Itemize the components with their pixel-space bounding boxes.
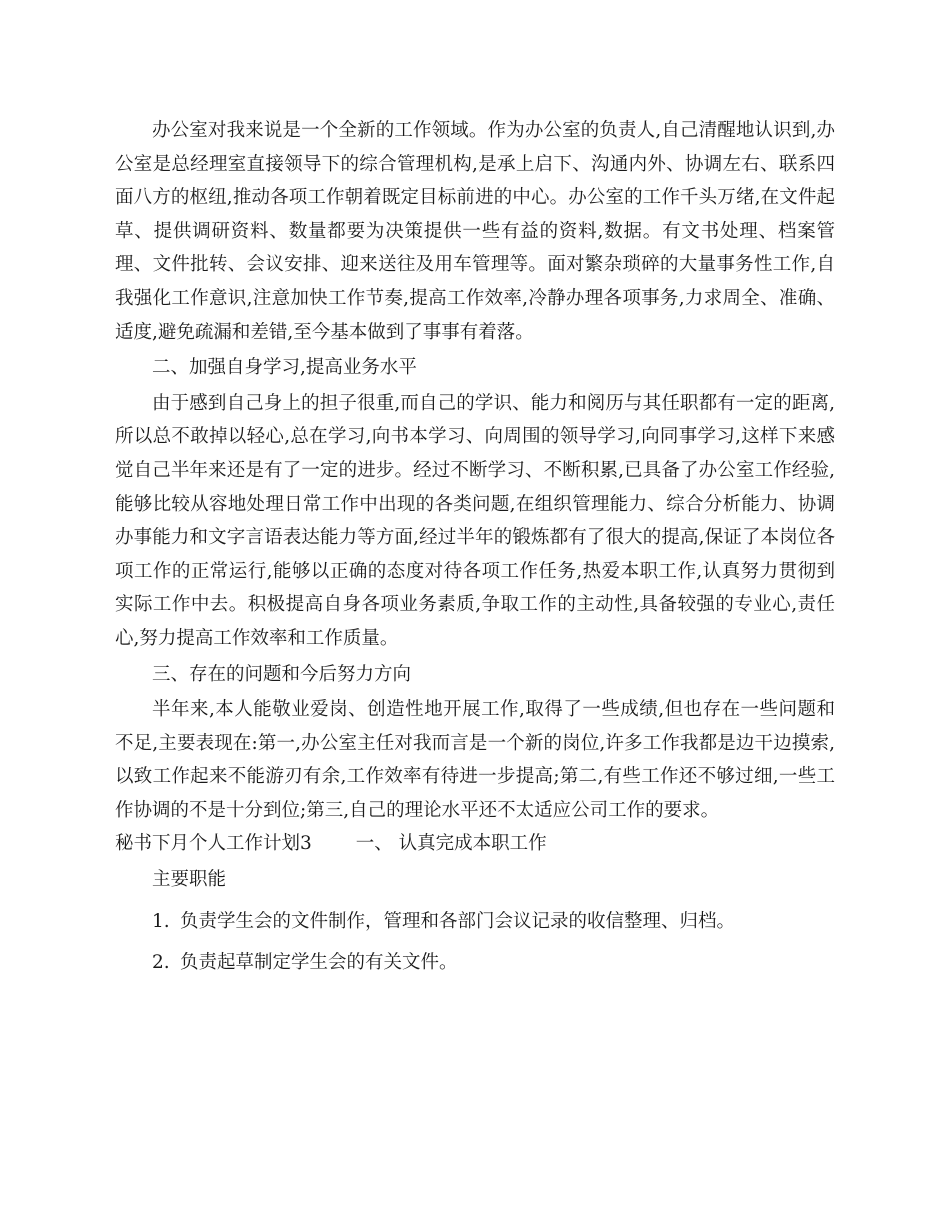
duties-heading: 主要职能: [152, 869, 227, 891]
document-body: [115, 114, 835, 980]
plan-title-line: [115, 827, 835, 861]
paragraph-self-study: 由于感到自己身上的担子很重,而自己的学识、能力和阅历与其任职都有一定的距离,所以总不敢掉以轻心,总在学习,向书本学习、向周围的领导学习,向同事学习,这样下来感觉自己半年来还是有了一定的进步。经过不断学习、不断积累,已具备了办公室工作经验,能够比较从容地处理日常工作中出现的各类问题,在组织管理能力、综合分析能力、协调办事能力和文字言语表达能力等方面,经过半年的锻炼都有了很大的提高,保证了本岗位各项工作的正常运行,能够以正确的态度对待各项工作任务,热爱本职工作,认真努力贯彻到实际工作中去。积极提高自身各项业务素质,争取工作的主动性,具备较强的专业心,责任心,努力提高工作效率和工作质量。: [115, 392, 835, 649]
list-item-text: 负责学生会的文件制作，管理和各部门会议记录的收信整理、归档。: [180, 910, 736, 932]
paragraph-office-role: 办公室对我来说是一个全新的工作领域。作为办公室的负责人,自己清醒地认识到,办公室是总经理室直接领导下的综合管理机构,是承上启下、沟通内外、协调左右、联系四面八方的枢纽,推动各项工作朝着既定目标前进的中心。办公室的工作千头万绪,在文件起草、提供调研资料、数量都要为决策提供一些有益的资料,数据。有文书处理、档案管理、文件批转、会议安排、迎来送往及用车管理等。面对繁杂琐碎的大量事务性工作,自我强化工作意识,注意加快工作节奏,提高工作效率,冷静办理各项事务,力求周全、准确、适度,避免疏漏和差错,至今基本做到了事事有着落。: [115, 120, 835, 343]
list-item-number: 1.: [152, 910, 170, 932]
list-item-number: 2.: [152, 952, 170, 974]
paragraph-problems: 半年来,本人能敬业爱岗、创造性地开展工作,取得了一些成绩,但也存在一些问题和不足,主要表现在:第一,办公室主任对我而言是一个新的岗位,许多工作我都是边干边摸索,以致工作起来不能游刃有余,工作效率有待进一步提高;第二,有些工作还不够过细,一些工作协调的不是十分到位;第三,自己的理论水平还不太适应公司工作的要求。: [115, 699, 835, 821]
section-heading-problems: 三、存在的问题和今后努力方向: [152, 663, 412, 685]
plan-section-heading: 一、 认真完成本职工作: [355, 833, 547, 855]
list-item: [115, 946, 835, 980]
section-heading-study: 二、加强自身学习,提高业务水平: [152, 357, 417, 379]
list-item-text: 负责起草制定学生会的有关文件。: [180, 952, 458, 974]
list-item: [115, 905, 835, 939]
plan-title: 秘书下月个人工作计划3: [115, 833, 312, 855]
